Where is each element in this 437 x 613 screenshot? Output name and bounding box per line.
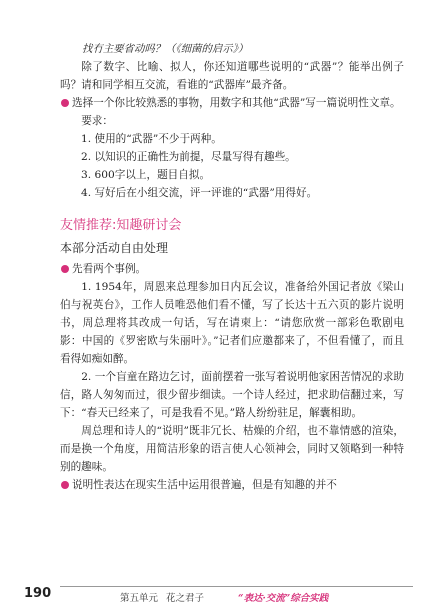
footer-divider bbox=[60, 586, 413, 587]
practice-label: “表达·交流”综合实践 bbox=[238, 593, 329, 604]
requirement-item-4: 4. 写好后在小组交流，评一评谁的“武器”用得好。 bbox=[81, 187, 318, 199]
section-title: 友情推荐:知趣研讨会 bbox=[60, 218, 182, 233]
intro-question: 找冇主要省动吗？（《细菌的启示》） bbox=[82, 43, 249, 55]
unit-number: 第五单元 bbox=[120, 593, 159, 604]
intro-paragraph: 除了数字、比喻、拟人，你还知道哪些说明的“武器”？能举出例子吗？请和同学相互交流，看谁的“武器库”最齐备。 bbox=[60, 61, 404, 91]
bullet-icon bbox=[61, 265, 69, 273]
writing-task-text: 选择一个你比较熟悉的事物，用数字和其他“武器”写一篇说明性文章。 bbox=[72, 97, 401, 109]
last-paragraph bbox=[60, 476, 404, 494]
page-footer bbox=[0, 586, 437, 610]
bullet-icon bbox=[61, 481, 69, 489]
page-content bbox=[60, 40, 404, 494]
writing-task bbox=[60, 94, 404, 112]
requirements-label: 要求： bbox=[81, 115, 113, 127]
section-lead-text: 先看两个事例。 bbox=[72, 263, 147, 275]
unit-title: 花之君子 bbox=[166, 593, 205, 604]
section-subtitle: 本部分活动自由处理 bbox=[60, 241, 169, 255]
requirement-item-1: 1. 使用的“武器”不少于两种。 bbox=[81, 133, 222, 145]
section-lead bbox=[60, 260, 404, 278]
summary-paragraph: 周总理和诗人的“说明”既非冗长、枯燥的介绍，也不靠情感的渲染，而是换一个角度，用简洁形象的语言使人心领神会，同时又领略到一种特别的趣味。 bbox=[60, 425, 404, 473]
unit-label bbox=[120, 590, 212, 604]
page-number: 190 bbox=[24, 586, 52, 601]
case-2: 2. 一个盲童在路边乞讨，面前摆着一张写着说明他家困苦情况的求助信，路人匆匆而过，很少留步细读。一个诗人经过，把求助信翻过来，写下：“春天已经来了，可是我看不见。”路人纷纷驻足，解囊相助。 bbox=[60, 371, 404, 419]
requirement-item-3: 3. 600字以上，题目自拟。 bbox=[81, 169, 211, 181]
case-1: 1. 1954年，周恩来总理参加日内瓦会议，准备给外国记者放《梁山伯与祝英台》，工作人员唯恐他们看不懂，写了长达十五六页的影片说明书，周总理将其改成一句话，写在请柬上：“请您欣赏一部彩色歌剧电影：中国的《罗密欧与朱丽叶》。”记者们应邀都来了，不但看懂了，而且看得如痴如醉。 bbox=[60, 281, 404, 365]
requirement-item-2: 2. 以知识的正确性为前提，尽量写得有趣些。 bbox=[81, 151, 296, 163]
bullet-icon bbox=[61, 99, 69, 107]
last-paragraph-text: 说明性表达在现实生活中运用很普遍，但是有知趣的并不 bbox=[72, 479, 337, 491]
